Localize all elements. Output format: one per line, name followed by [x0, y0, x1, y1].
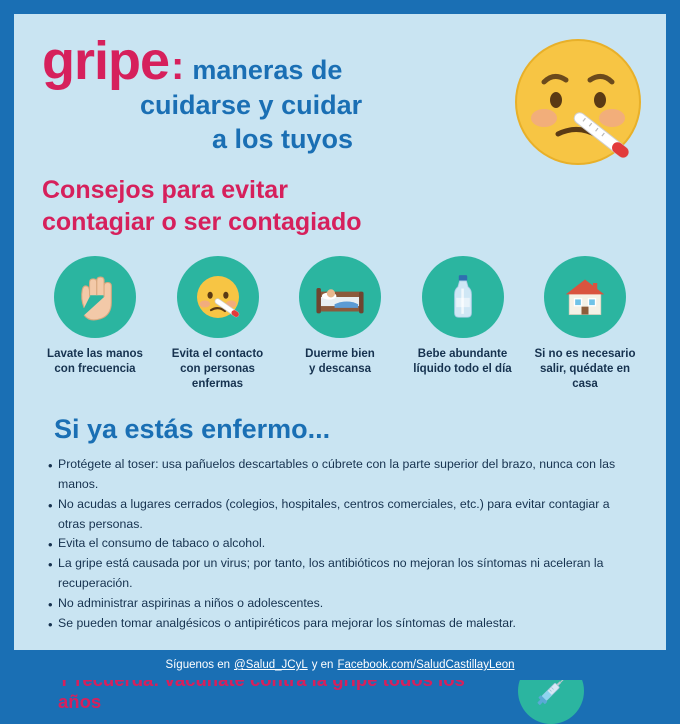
- tip-label-line1: Bebe abundante: [417, 348, 508, 360]
- tip-label-line1: Duerme bien: [305, 348, 375, 360]
- title-part-2: cuidarse y cuidar: [140, 90, 363, 120]
- bullet-item: • La gripe está causada por un virus; por tanto, los antibióticos no mejoran los síntomas ni aceleran la recuperación.: [48, 554, 632, 594]
- remember-text: años: [58, 690, 102, 712]
- tip-label-line2: líquido todo el día: [413, 362, 512, 375]
- bed-sleeping-icon: [299, 256, 381, 338]
- subtitle-line-2: contagiar o ser contagiado: [42, 208, 362, 236]
- subtitle-line-1: Consejos para evitar: [42, 176, 288, 204]
- tip-label-line2: salir, quédate en casa: [539, 362, 631, 390]
- twitter-handle-link[interactable]: @Salud_JCyL: [234, 659, 308, 671]
- sick-section-bullets: [14, 445, 666, 634]
- footer: [14, 650, 666, 680]
- facebook-page-link[interactable]: Facebook.com/SaludCastillayLeon: [337, 659, 515, 671]
- water-bottle-icon: [422, 256, 504, 338]
- sick-face-thermometer-emoji: [514, 38, 642, 166]
- bullet-item: • No administrar aspirinas a niños o adolescentes.: [48, 594, 632, 614]
- tip-drink-fluids: [404, 256, 522, 392]
- tips-row: [14, 238, 666, 392]
- title-part-3: a los tuyos: [212, 123, 354, 154]
- house-icon: [544, 256, 626, 338]
- tip-label-line2: con personas enfermas: [180, 362, 255, 390]
- bullet-item: • No acudas a lugares cerrados (colegios, hospitales, centros comerciales, etc.) para evitar contagiar a otras personas.: [48, 495, 632, 535]
- tip-stay-home: [526, 256, 644, 392]
- bullet-item: • Se pueden tomar analgésicos o antipiréticos para mejorar los síntomas de malestar.: [48, 614, 632, 634]
- sick-person-icon: [177, 256, 259, 338]
- footer-middle: y en: [311, 659, 334, 671]
- brand-word: gripe: [42, 31, 170, 91]
- bullet-item: • Protégete al toser: usa pañuelos descartables o cúbrete con la parte superior del brazo, nunca con las manos.: [48, 455, 632, 495]
- tip-sleep-well: [281, 256, 399, 392]
- tip-label-line1: Si no es necesario: [534, 348, 636, 360]
- poster-inner: [14, 14, 666, 712]
- washing-hands-icon: [54, 256, 136, 338]
- bullet-item: • Evita el consumo de tabaco o alcohol.: [48, 534, 632, 554]
- tip-avoid-sick-people: [159, 256, 277, 392]
- tip-label-line2: y descansa: [308, 362, 371, 375]
- tip-label-line1: Evita el contacto: [171, 348, 264, 360]
- brand-colon: :: [171, 44, 185, 88]
- header: [14, 14, 666, 166]
- title-part-1: maneras de: [192, 55, 343, 85]
- tip-wash-hands: [36, 256, 154, 392]
- tip-label-line1: Lavate las manos: [47, 348, 143, 360]
- subtitle: [14, 166, 666, 238]
- sick-section-title: Si ya estás enfermo...: [54, 413, 331, 444]
- tip-label-line2: con frecuencia: [54, 362, 136, 375]
- footer-prefix: Síguenos en: [165, 659, 231, 671]
